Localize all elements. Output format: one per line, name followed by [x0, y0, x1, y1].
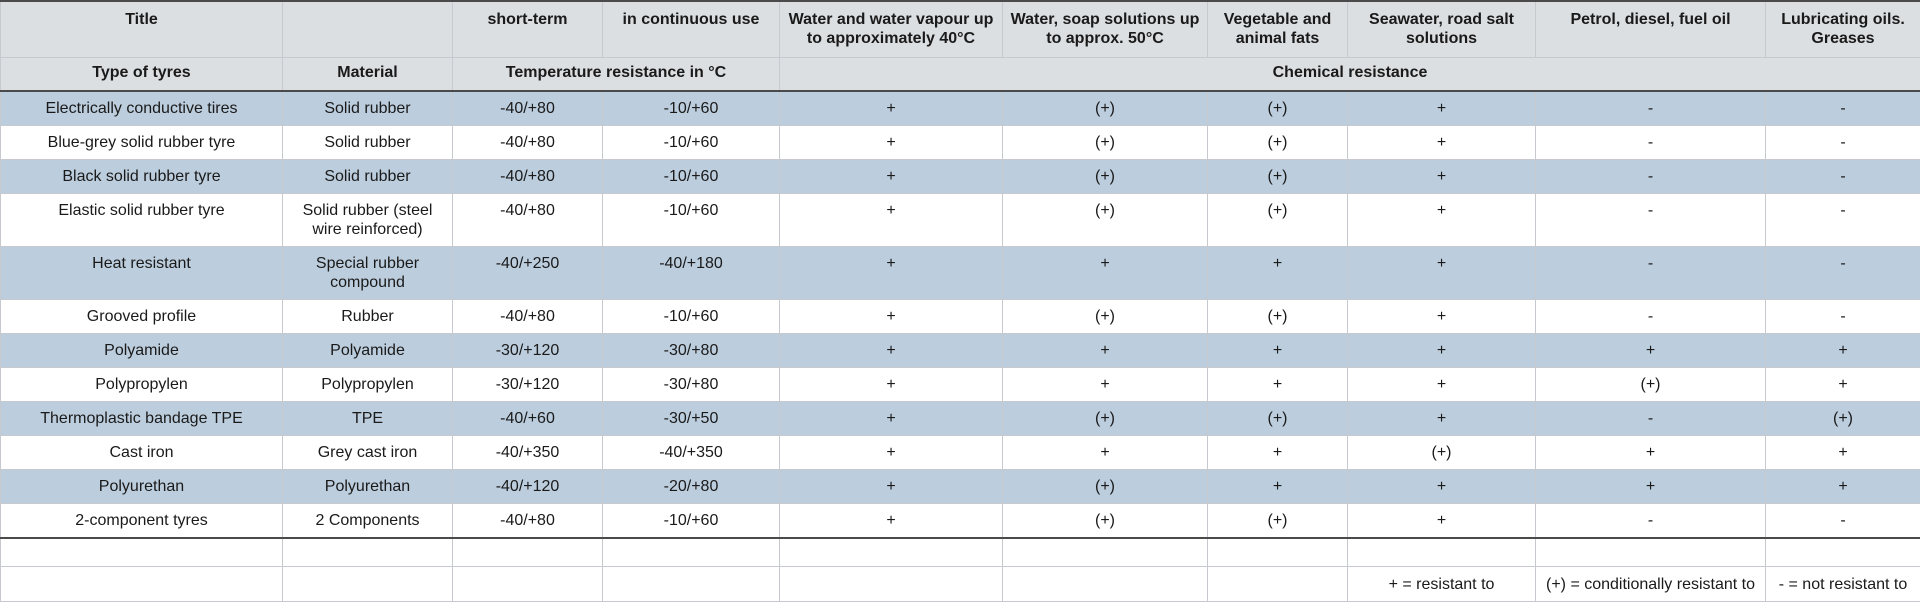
- cell-material[interactable]: Rubber: [283, 300, 453, 334]
- cell-fats[interactable]: +: [1208, 470, 1348, 504]
- cell-fats[interactable]: (+): [1208, 91, 1348, 126]
- empty-cell[interactable]: [1536, 538, 1766, 567]
- cell-seawater[interactable]: +: [1348, 470, 1536, 504]
- cell-material[interactable]: 2 Components: [283, 504, 453, 539]
- cell-petrol[interactable]: -: [1536, 160, 1766, 194]
- cell-fats[interactable]: (+): [1208, 194, 1348, 247]
- table-row: [1, 470, 1920, 504]
- cell-water[interactable]: +: [780, 247, 1003, 300]
- cell-petrol[interactable]: +: [1536, 470, 1766, 504]
- legend-row: [1, 567, 1920, 602]
- cell-continuous[interactable]: -30/+80: [603, 334, 780, 368]
- cell-seawater[interactable]: +: [1348, 91, 1536, 126]
- cell-continuous[interactable]: -30/+80: [603, 368, 780, 402]
- cell-continuous[interactable]: -10/+60: [603, 194, 780, 247]
- cell-fats[interactable]: (+): [1208, 402, 1348, 436]
- header-row-2: [1, 58, 1920, 92]
- table-row: [1, 334, 1920, 368]
- cell-type[interactable]: Polyurethan: [1, 470, 283, 504]
- cell-petrol[interactable]: -: [1536, 91, 1766, 126]
- cell-short-term[interactable]: -40/+80: [453, 300, 603, 334]
- cell-soap[interactable]: (+): [1003, 402, 1208, 436]
- cell-seawater[interactable]: +: [1348, 126, 1536, 160]
- cell-type[interactable]: Electrically conductive tires: [1, 91, 283, 126]
- cell-fats[interactable]: (+): [1208, 504, 1348, 539]
- cell-soap[interactable]: +: [1003, 247, 1208, 300]
- cell-material[interactable]: Solid rubber: [283, 160, 453, 194]
- header-short-term[interactable]: short-term: [453, 1, 603, 58]
- cell-continuous[interactable]: -40/+350: [603, 436, 780, 470]
- cell-material[interactable]: TPE: [283, 402, 453, 436]
- table-row: [1, 194, 1920, 247]
- cell-oils[interactable]: +: [1766, 470, 1920, 504]
- cell-water[interactable]: +: [780, 436, 1003, 470]
- header-continuous-use[interactable]: in continuous use: [603, 1, 780, 58]
- cell-petrol[interactable]: -: [1536, 194, 1766, 247]
- cell-seawater[interactable]: +: [1348, 334, 1536, 368]
- cell-seawater[interactable]: +: [1348, 300, 1536, 334]
- cell-fats[interactable]: (+): [1208, 126, 1348, 160]
- table-row: [1, 504, 1920, 539]
- cell-continuous[interactable]: -10/+60: [603, 91, 780, 126]
- cell-seawater[interactable]: +: [1348, 402, 1536, 436]
- cell-short-term[interactable]: -40/+80: [453, 194, 603, 247]
- cell-oils[interactable]: +: [1766, 436, 1920, 470]
- cell-soap[interactable]: (+): [1003, 160, 1208, 194]
- empty-cell[interactable]: [283, 567, 453, 602]
- cell-soap[interactable]: (+): [1003, 470, 1208, 504]
- empty-cell[interactable]: [780, 567, 1003, 602]
- cell-oils[interactable]: +: [1766, 334, 1920, 368]
- cell-short-term[interactable]: -40/+80: [453, 126, 603, 160]
- cell-seawater[interactable]: +: [1348, 160, 1536, 194]
- cell-fats[interactable]: +: [1208, 247, 1348, 300]
- header-seawater[interactable]: Seawater, road salt solutions: [1348, 1, 1536, 58]
- legend-conditional[interactable]: (+) = conditionally resistant to: [1536, 567, 1766, 602]
- header-type-of-tyres[interactable]: Type of tyres: [1, 58, 283, 92]
- cell-seawater[interactable]: +: [1348, 194, 1536, 247]
- cell-type[interactable]: 2-component tyres: [1, 504, 283, 539]
- header-title[interactable]: Title: [1, 1, 283, 58]
- cell-seawater[interactable]: +: [1348, 504, 1536, 539]
- cell-material[interactable]: Grey cast iron: [283, 436, 453, 470]
- cell-oils[interactable]: -: [1766, 160, 1920, 194]
- cell-petrol[interactable]: -: [1536, 504, 1766, 539]
- cell-type[interactable]: Polyamide: [1, 334, 283, 368]
- cell-petrol[interactable]: -: [1536, 126, 1766, 160]
- cell-oils[interactable]: -: [1766, 91, 1920, 126]
- cell-short-term[interactable]: -40/+250: [453, 247, 603, 300]
- cell-soap[interactable]: +: [1003, 334, 1208, 368]
- cell-material[interactable]: Polyurethan: [283, 470, 453, 504]
- empty-cell[interactable]: [1003, 567, 1208, 602]
- empty-cell[interactable]: [1208, 567, 1348, 602]
- cell-oils[interactable]: -: [1766, 247, 1920, 300]
- cell-soap[interactable]: (+): [1003, 126, 1208, 160]
- cell-petrol[interactable]: +: [1536, 436, 1766, 470]
- cell-material[interactable]: Special rubber compound: [283, 247, 453, 300]
- cell-type[interactable]: Heat resistant: [1, 247, 283, 300]
- legend-not-resistant[interactable]: - = not resistant to: [1766, 567, 1920, 602]
- cell-type[interactable]: Grooved profile: [1, 300, 283, 334]
- cell-type[interactable]: Elastic solid rubber tyre: [1, 194, 283, 247]
- table-row: [1, 436, 1920, 470]
- cell-continuous[interactable]: -10/+60: [603, 160, 780, 194]
- cell-fats[interactable]: (+): [1208, 300, 1348, 334]
- cell-oils[interactable]: -: [1766, 504, 1920, 539]
- cell-continuous[interactable]: -10/+60: [603, 126, 780, 160]
- cell-short-term[interactable]: -40/+80: [453, 91, 603, 126]
- cell-continuous[interactable]: -10/+60: [603, 300, 780, 334]
- cell-type[interactable]: Blue-grey solid rubber tyre: [1, 126, 283, 160]
- cell-soap[interactable]: (+): [1003, 300, 1208, 334]
- cell-water[interactable]: +: [780, 126, 1003, 160]
- cell-water[interactable]: +: [780, 470, 1003, 504]
- table-row: [1, 160, 1920, 194]
- cell-fats[interactable]: +: [1208, 368, 1348, 402]
- cell-material[interactable]: Solid rubber (steel wire reinforced): [283, 194, 453, 247]
- table-row: [1, 91, 1920, 126]
- cell-water[interactable]: +: [780, 160, 1003, 194]
- table-row: [1, 402, 1920, 436]
- table-row: [1, 247, 1920, 300]
- cell-petrol[interactable]: +: [1536, 334, 1766, 368]
- cell-oils[interactable]: -: [1766, 194, 1920, 247]
- empty-cell[interactable]: [603, 538, 780, 567]
- header-material[interactable]: Material: [283, 58, 453, 92]
- cell-type[interactable]: Black solid rubber tyre: [1, 160, 283, 194]
- cell-type[interactable]: Cast iron: [1, 436, 283, 470]
- cell-water[interactable]: +: [780, 368, 1003, 402]
- cell-type[interactable]: Polypropylen: [1, 368, 283, 402]
- cell-soap[interactable]: +: [1003, 436, 1208, 470]
- cell-short-term[interactable]: -40/+80: [453, 160, 603, 194]
- header-chemical-resistance[interactable]: Chemical resistance: [780, 58, 1920, 92]
- cell-soap[interactable]: (+): [1003, 504, 1208, 539]
- header-temperature-resistance[interactable]: Temperature resistance in °C: [453, 58, 780, 92]
- cell-water[interactable]: +: [780, 300, 1003, 334]
- cell-material[interactable]: Polypropylen: [283, 368, 453, 402]
- cell-soap[interactable]: (+): [1003, 91, 1208, 126]
- empty-cell[interactable]: [1766, 538, 1920, 567]
- header-row-1: [1, 1, 1920, 58]
- cell-short-term[interactable]: -30/+120: [453, 334, 603, 368]
- header-blank[interactable]: [283, 1, 453, 58]
- cell-water[interactable]: +: [780, 334, 1003, 368]
- cell-continuous[interactable]: -30/+50: [603, 402, 780, 436]
- cell-material[interactable]: Solid rubber: [283, 126, 453, 160]
- cell-short-term[interactable]: -30/+120: [453, 368, 603, 402]
- empty-cell[interactable]: [453, 567, 603, 602]
- cell-water[interactable]: +: [780, 91, 1003, 126]
- header-petrol[interactable]: Petrol, diesel, fuel oil: [1536, 1, 1766, 58]
- table-row: [1, 368, 1920, 402]
- cell-petrol[interactable]: -: [1536, 402, 1766, 436]
- cell-oils[interactable]: -: [1766, 126, 1920, 160]
- cell-material[interactable]: Polyamide: [283, 334, 453, 368]
- empty-cell[interactable]: [453, 538, 603, 567]
- cell-soap[interactable]: +: [1003, 368, 1208, 402]
- cell-fats[interactable]: (+): [1208, 160, 1348, 194]
- table-row: [1, 126, 1920, 160]
- cell-soap[interactable]: (+): [1003, 194, 1208, 247]
- cell-short-term[interactable]: -40/+350: [453, 436, 603, 470]
- cell-petrol[interactable]: (+): [1536, 368, 1766, 402]
- cell-seawater[interactable]: +: [1348, 368, 1536, 402]
- cell-oils[interactable]: +: [1766, 368, 1920, 402]
- legend-resistant[interactable]: + = resistant to: [1348, 567, 1536, 602]
- cell-fats[interactable]: +: [1208, 334, 1348, 368]
- cell-seawater[interactable]: +: [1348, 247, 1536, 300]
- cell-fats[interactable]: +: [1208, 436, 1348, 470]
- header-water[interactable]: Water and water vapour up to approximately 40°C: [780, 1, 1003, 58]
- empty-cell[interactable]: [1348, 538, 1536, 567]
- cell-material[interactable]: Solid rubber: [283, 91, 453, 126]
- header-fats[interactable]: Vegetable and animal fats: [1208, 1, 1348, 58]
- cell-oils[interactable]: (+): [1766, 402, 1920, 436]
- cell-short-term[interactable]: -40/+80: [453, 504, 603, 539]
- header-oils[interactable]: Lubricating oils. Greases: [1766, 1, 1920, 58]
- cell-continuous[interactable]: -20/+80: [603, 470, 780, 504]
- cell-water[interactable]: +: [780, 504, 1003, 539]
- cell-oils[interactable]: -: [1766, 300, 1920, 334]
- empty-cell[interactable]: [780, 538, 1003, 567]
- cell-short-term[interactable]: -40/+60: [453, 402, 603, 436]
- cell-petrol[interactable]: -: [1536, 247, 1766, 300]
- empty-cell[interactable]: [1208, 538, 1348, 567]
- empty-cell[interactable]: [283, 538, 453, 567]
- cell-water[interactable]: +: [780, 402, 1003, 436]
- empty-cell[interactable]: [1003, 538, 1208, 567]
- header-soap[interactable]: Water, soap solutions up to approx. 50°C: [1003, 1, 1208, 58]
- empty-cell[interactable]: [603, 567, 780, 602]
- cell-water[interactable]: +: [780, 194, 1003, 247]
- cell-type[interactable]: Thermoplastic bandage TPE: [1, 402, 283, 436]
- cell-petrol[interactable]: -: [1536, 300, 1766, 334]
- cell-short-term[interactable]: -40/+120: [453, 470, 603, 504]
- table-row: [1, 300, 1920, 334]
- cell-continuous[interactable]: -40/+180: [603, 247, 780, 300]
- empty-cell[interactable]: [1, 567, 283, 602]
- cell-continuous[interactable]: -10/+60: [603, 504, 780, 539]
- cell-seawater[interactable]: (+): [1348, 436, 1536, 470]
- empty-cell[interactable]: [1, 538, 283, 567]
- empty-row: [1, 538, 1920, 567]
